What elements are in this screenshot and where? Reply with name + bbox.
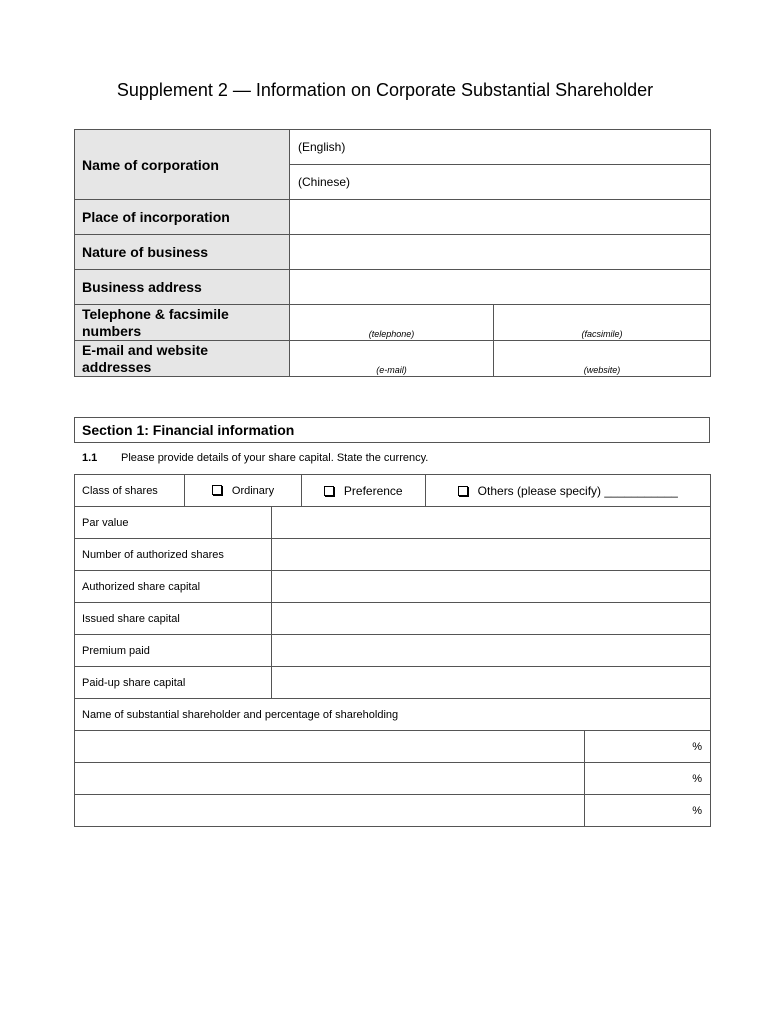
option-ordinary-label: Ordinary (231, 484, 275, 497)
section-1-heading: Section 1: Financial information (75, 418, 710, 443)
telephone-label-line1: Telephone & facsimile (82, 305, 229, 322)
name-english-field[interactable]: (English) (290, 130, 711, 165)
nature-of-business-field[interactable] (290, 235, 711, 270)
corporation-info-table (74, 129, 711, 377)
par-value-label: Par value (75, 507, 272, 539)
question-text: Please provide details of your share capital. State the currency. (121, 452, 429, 464)
issued-capital-field[interactable] (272, 603, 711, 635)
shareholder-pct-field-2[interactable]: % (585, 763, 711, 795)
shareholder-pct-field-3[interactable]: % (585, 795, 711, 827)
class-of-shares-label: Class of shares (75, 475, 185, 507)
checkbox-ordinary[interactable] (212, 485, 222, 495)
option-preference-label: Preference (343, 483, 403, 498)
option-subtable (302, 475, 710, 506)
name-of-corporation-label: Name of corporation (75, 130, 290, 200)
email-label-line1: E-mail and website (82, 341, 209, 358)
section-1-header (74, 417, 710, 443)
business-address-label: Business address (75, 270, 290, 305)
paid-up-capital-field[interactable] (272, 667, 711, 699)
email-website-label (75, 341, 290, 377)
option-preference[interactable] (302, 475, 425, 506)
shareholder-name-field-1[interactable] (75, 731, 585, 763)
option-ordinary[interactable] (185, 475, 302, 507)
par-value-field[interactable] (272, 507, 711, 539)
share-capital-table (74, 474, 711, 827)
shareholder-name-field-3[interactable] (75, 795, 585, 827)
telephone-label-line2: numbers (82, 322, 142, 339)
authorized-shares-label: Number of authorized shares (75, 539, 272, 571)
paid-up-capital-label: Paid-up share capital (75, 667, 272, 699)
premium-paid-label: Premium paid (75, 635, 272, 667)
business-address-field[interactable] (290, 270, 711, 305)
question-number: 1.1 (82, 452, 98, 464)
substantial-shareholder-label: Name of substantial shareholder and percentage of shareholding (75, 699, 711, 731)
facsimile-field[interactable]: (facsimile) (494, 305, 711, 341)
place-of-incorporation-field[interactable] (290, 200, 711, 235)
authorized-shares-field[interactable] (272, 539, 711, 571)
option-others-label: Others (please specify) ___________ (477, 483, 678, 498)
option-group (302, 475, 711, 507)
website-field[interactable]: (website) (494, 341, 711, 377)
page-title: Supplement 2 — Information on Corporate Substantial Shareholder (116, 80, 654, 100)
checkbox-others[interactable] (458, 486, 468, 496)
telephone-field[interactable]: (telephone) (290, 305, 494, 341)
place-of-incorporation-label: Place of incorporation (75, 200, 290, 235)
email-label-line2: addresses (82, 358, 152, 375)
email-field[interactable]: (e-mail) (290, 341, 494, 377)
shareholder-name-field-2[interactable] (75, 763, 585, 795)
telephone-facsimile-label (75, 305, 290, 341)
shareholder-pct-field-1[interactable]: % (585, 731, 711, 763)
question-1-1 (82, 452, 428, 464)
checkbox-preference[interactable] (324, 486, 334, 496)
authorized-capital-label: Authorized share capital (75, 571, 272, 603)
premium-paid-field[interactable] (272, 635, 711, 667)
authorized-capital-field[interactable] (272, 571, 711, 603)
option-others[interactable] (425, 475, 710, 506)
nature-of-business-label: Nature of business (75, 235, 290, 270)
issued-capital-label: Issued share capital (75, 603, 272, 635)
name-chinese-field[interactable]: (Chinese) (290, 165, 711, 200)
